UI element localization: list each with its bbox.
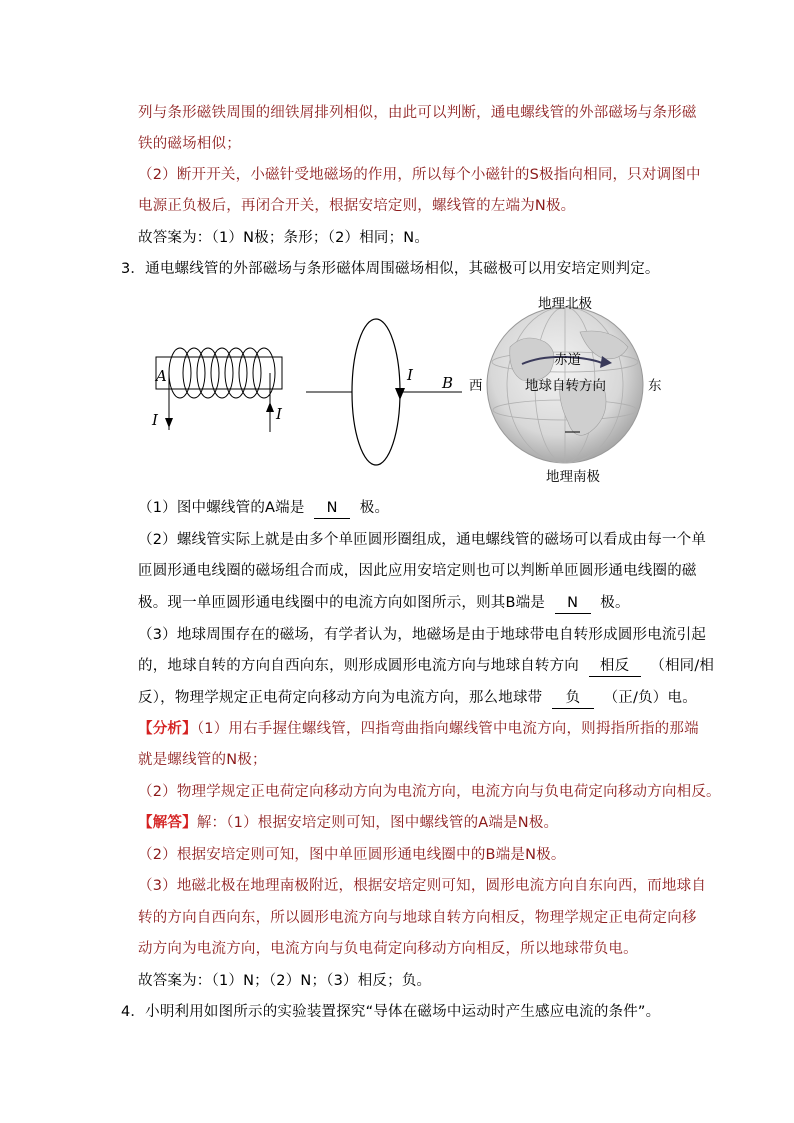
text-line: （2）断开开关，小磁针受地磁场的作用，所以每个小磁针的S极指向相同，只对调图中 [138,167,701,183]
label-I-loop: I [407,366,413,384]
sub-question-2 [138,593,630,614]
text-line: 动方向为电流方向，电流方向与负电荷定向移动方向相反，所以地球带负电。 [138,941,638,957]
analysis-tag: 【分析】 [138,721,197,737]
answer-tag: 【解答】 [138,815,197,831]
question-3-stem: 3．通电螺线管的外部磁场与条形磁体周围磁场相似，其磁极可以用安培定则判定。 [121,261,660,277]
text-line: 电源正负极后，再闭合开关，根据安培定则，螺线管的左端为N极。 [138,198,576,214]
text-span: 极。 [600,595,630,611]
answer-line [138,813,558,833]
text-line: （3）地磁北极在地理南极附近，根据安培定则可知，圆形电流方向自东向西，而地球自 [138,878,707,894]
question-4-stem: 4．小明利用如图所示的实验装置探究“导体在磁场中运动时产生感应电流的条件”。 [121,1004,661,1020]
text-span: 极。 [359,500,390,516]
text-span: （1）图中螺线管的A端是 [138,500,305,516]
text-line: （2）物理学规定正电荷定向移动方向为电流方向，电流方向与负电荷定向移动方向相反。 [138,784,721,800]
text-line: 就是螺线管的N极； [138,752,267,768]
answer-blank: N [314,498,350,519]
sub-question-3-line [138,656,714,677]
text-span: 反），物理学规定正电荷定向移动方向为电流方向，那么地球带 [138,690,543,706]
answer-blank: N [555,593,591,614]
label-equator: 赤道 [554,352,581,368]
text-span: 极。现一单匝圆形通电线圈中的电流方向如图所示，则其B端是 [138,595,546,611]
label-B: B [442,374,454,392]
text-line: （2）螺线管实际上就是由多个单匝圆形圈组成，通电螺线管的磁场可以看成由每一个单 [138,532,707,548]
label-I-right: I [276,405,282,423]
label-east: 东 [648,378,662,394]
solenoid-diagram [151,348,283,432]
text-span: （相同/相 [650,658,715,674]
text-line: （3）地球周围存在的磁场，有学者认为，地磁场是由于地球带电自转形成圆形电流引起 [138,627,707,643]
text-span: （正/负）电。 [603,690,697,706]
sub-question-1 [138,498,389,519]
label-west: 西 [469,378,483,394]
text-line: 转的方向自西向东，所以圆形电流方向与地球自转方向相反，物理学规定正电荷定向移 [138,910,697,926]
text-line: 列与条形磁铁周围的细铁屑排列相似，由此可以判断，通电螺线管的外部磁场与条形磁 [138,105,697,121]
analysis-line [138,719,699,739]
text-line: 匝圆形通电线圈的磁场组合而成，因此应用安培定则也可以判断单匝圆形通电线圈的磁 [138,563,697,579]
label-earth-rotation: 地球自转方向 [525,378,606,394]
label-A: A [156,367,167,385]
sub-question-3-line [138,688,697,709]
text-line: 铁的磁场相似； [138,136,241,152]
text-span: 的，地球自转的方向自西向东，则形成圆形电流方向与地球自转方向 [138,658,579,674]
answer-blank: 负 [552,688,594,709]
question-3-figure [150,292,710,492]
answer-blank: 相反 [589,656,641,677]
text-span: （1）用右手握住螺线管，四指弯曲指向螺线管中电流方向，则拇指所指的那端 [196,721,699,737]
final-answer: 故答案为：（1）N；（2）N；（3）相反；负。 [138,973,432,989]
text-line: （2）根据安培定则可知，图中单匝圆形通电线圈中的B端是N极。 [138,847,566,863]
final-answer: 故答案为：（1）N极；条形；（2）相同；N。 [138,230,430,246]
text-span: 解：（1）根据安培定则可知，图中螺线管的A端是N极。 [196,815,559,831]
label-I-left: I [152,411,158,429]
label-geographic-south: 地理南极 [546,469,600,485]
single-loop-diagram [306,319,462,465]
label-geographic-north: 地理北极 [538,296,592,312]
